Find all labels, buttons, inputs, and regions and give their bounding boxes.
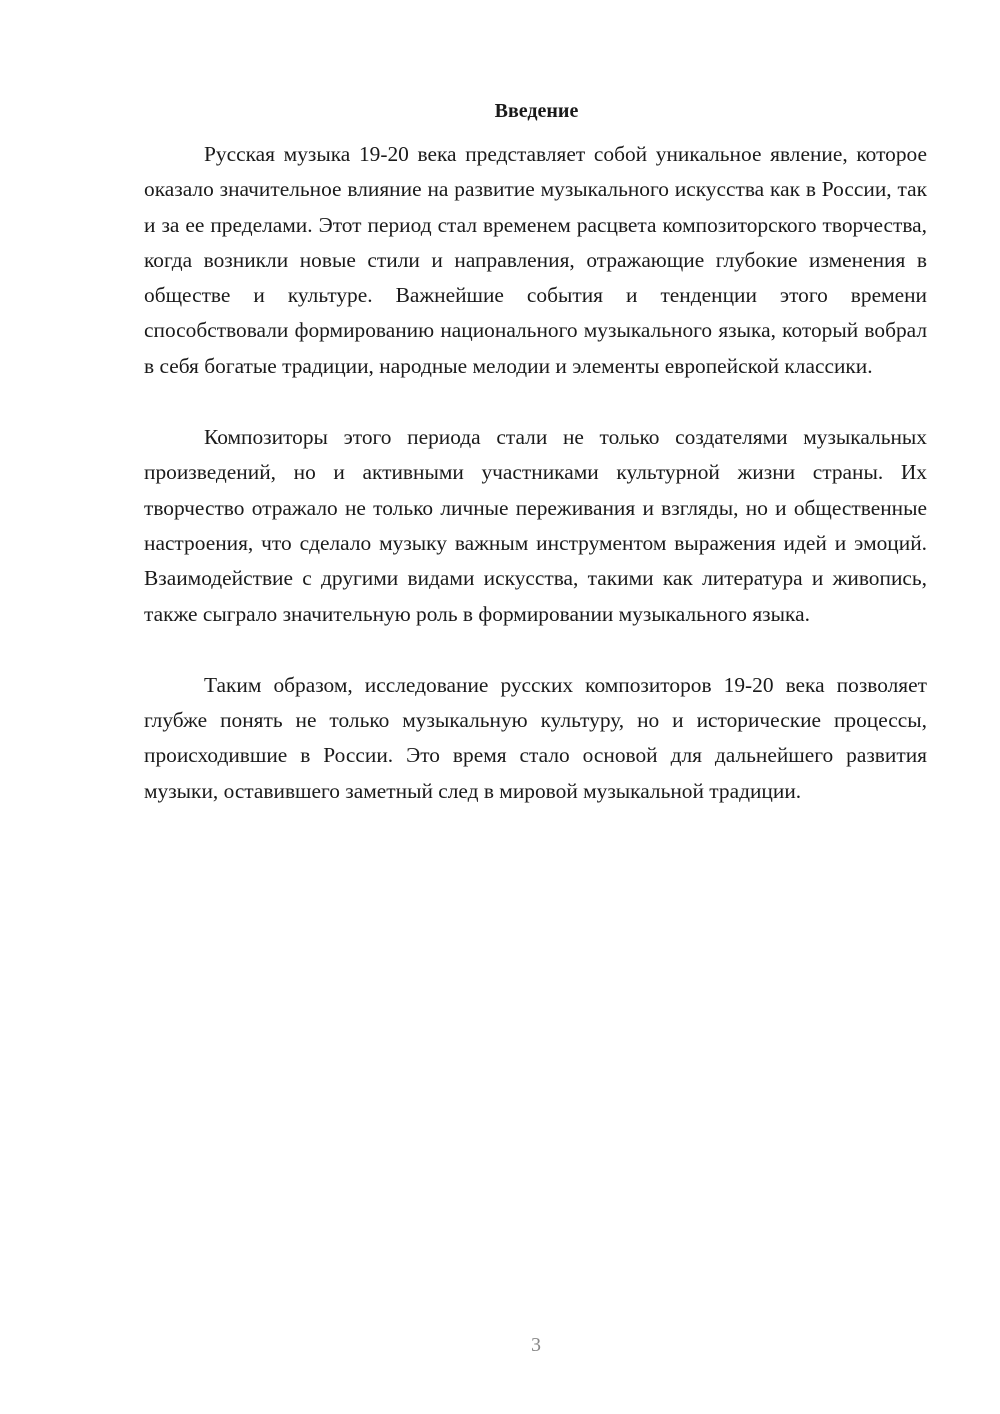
paragraph-2: Композиторы этого периода стали не только создателями музыкальных произведений, но и активными участниками культурной жизни страны. Их творчество отражало не только личные переживания и взгляды, но и общественные настроения, что сделало музыку важным инструментом выражения идей и эмоций. Взаимодействие с другими видами искусства, такими как литература и живопись, также сыграло значительную роль в формировании музыкального языка. (144, 425, 927, 626)
page-content (144, 96, 927, 809)
paragraph-3: Таким образом, исследование русских композиторов 19-20 века позволяет глубже понять не только музыкальную культуру, но и исторические процессы, происходившие в России. Это время стало основой для дальнейшего развития музыки, оставившего заметный след в мировой музыкальной традиции. (144, 672, 927, 803)
paragraph-1: Русская музыка 19-20 века представляет собой уникальное явление, которое оказало значительное влияние на развитие музыкального искусства как в России, так и за ее пределами. Этот период стал временем расцвета композиторского творчества, когда возникли новые стили и направления, отражающие глубокие изменения в обществе и культуре. Важнейшие события и тенденции этого времени способствовали формированию национального музыкального языка, который вобрал в себя богатые традиции, народные мелодии и элементы европейской классики. (144, 142, 927, 378)
page-number: 3 (531, 1334, 541, 1356)
section-heading: Введение (494, 100, 579, 122)
